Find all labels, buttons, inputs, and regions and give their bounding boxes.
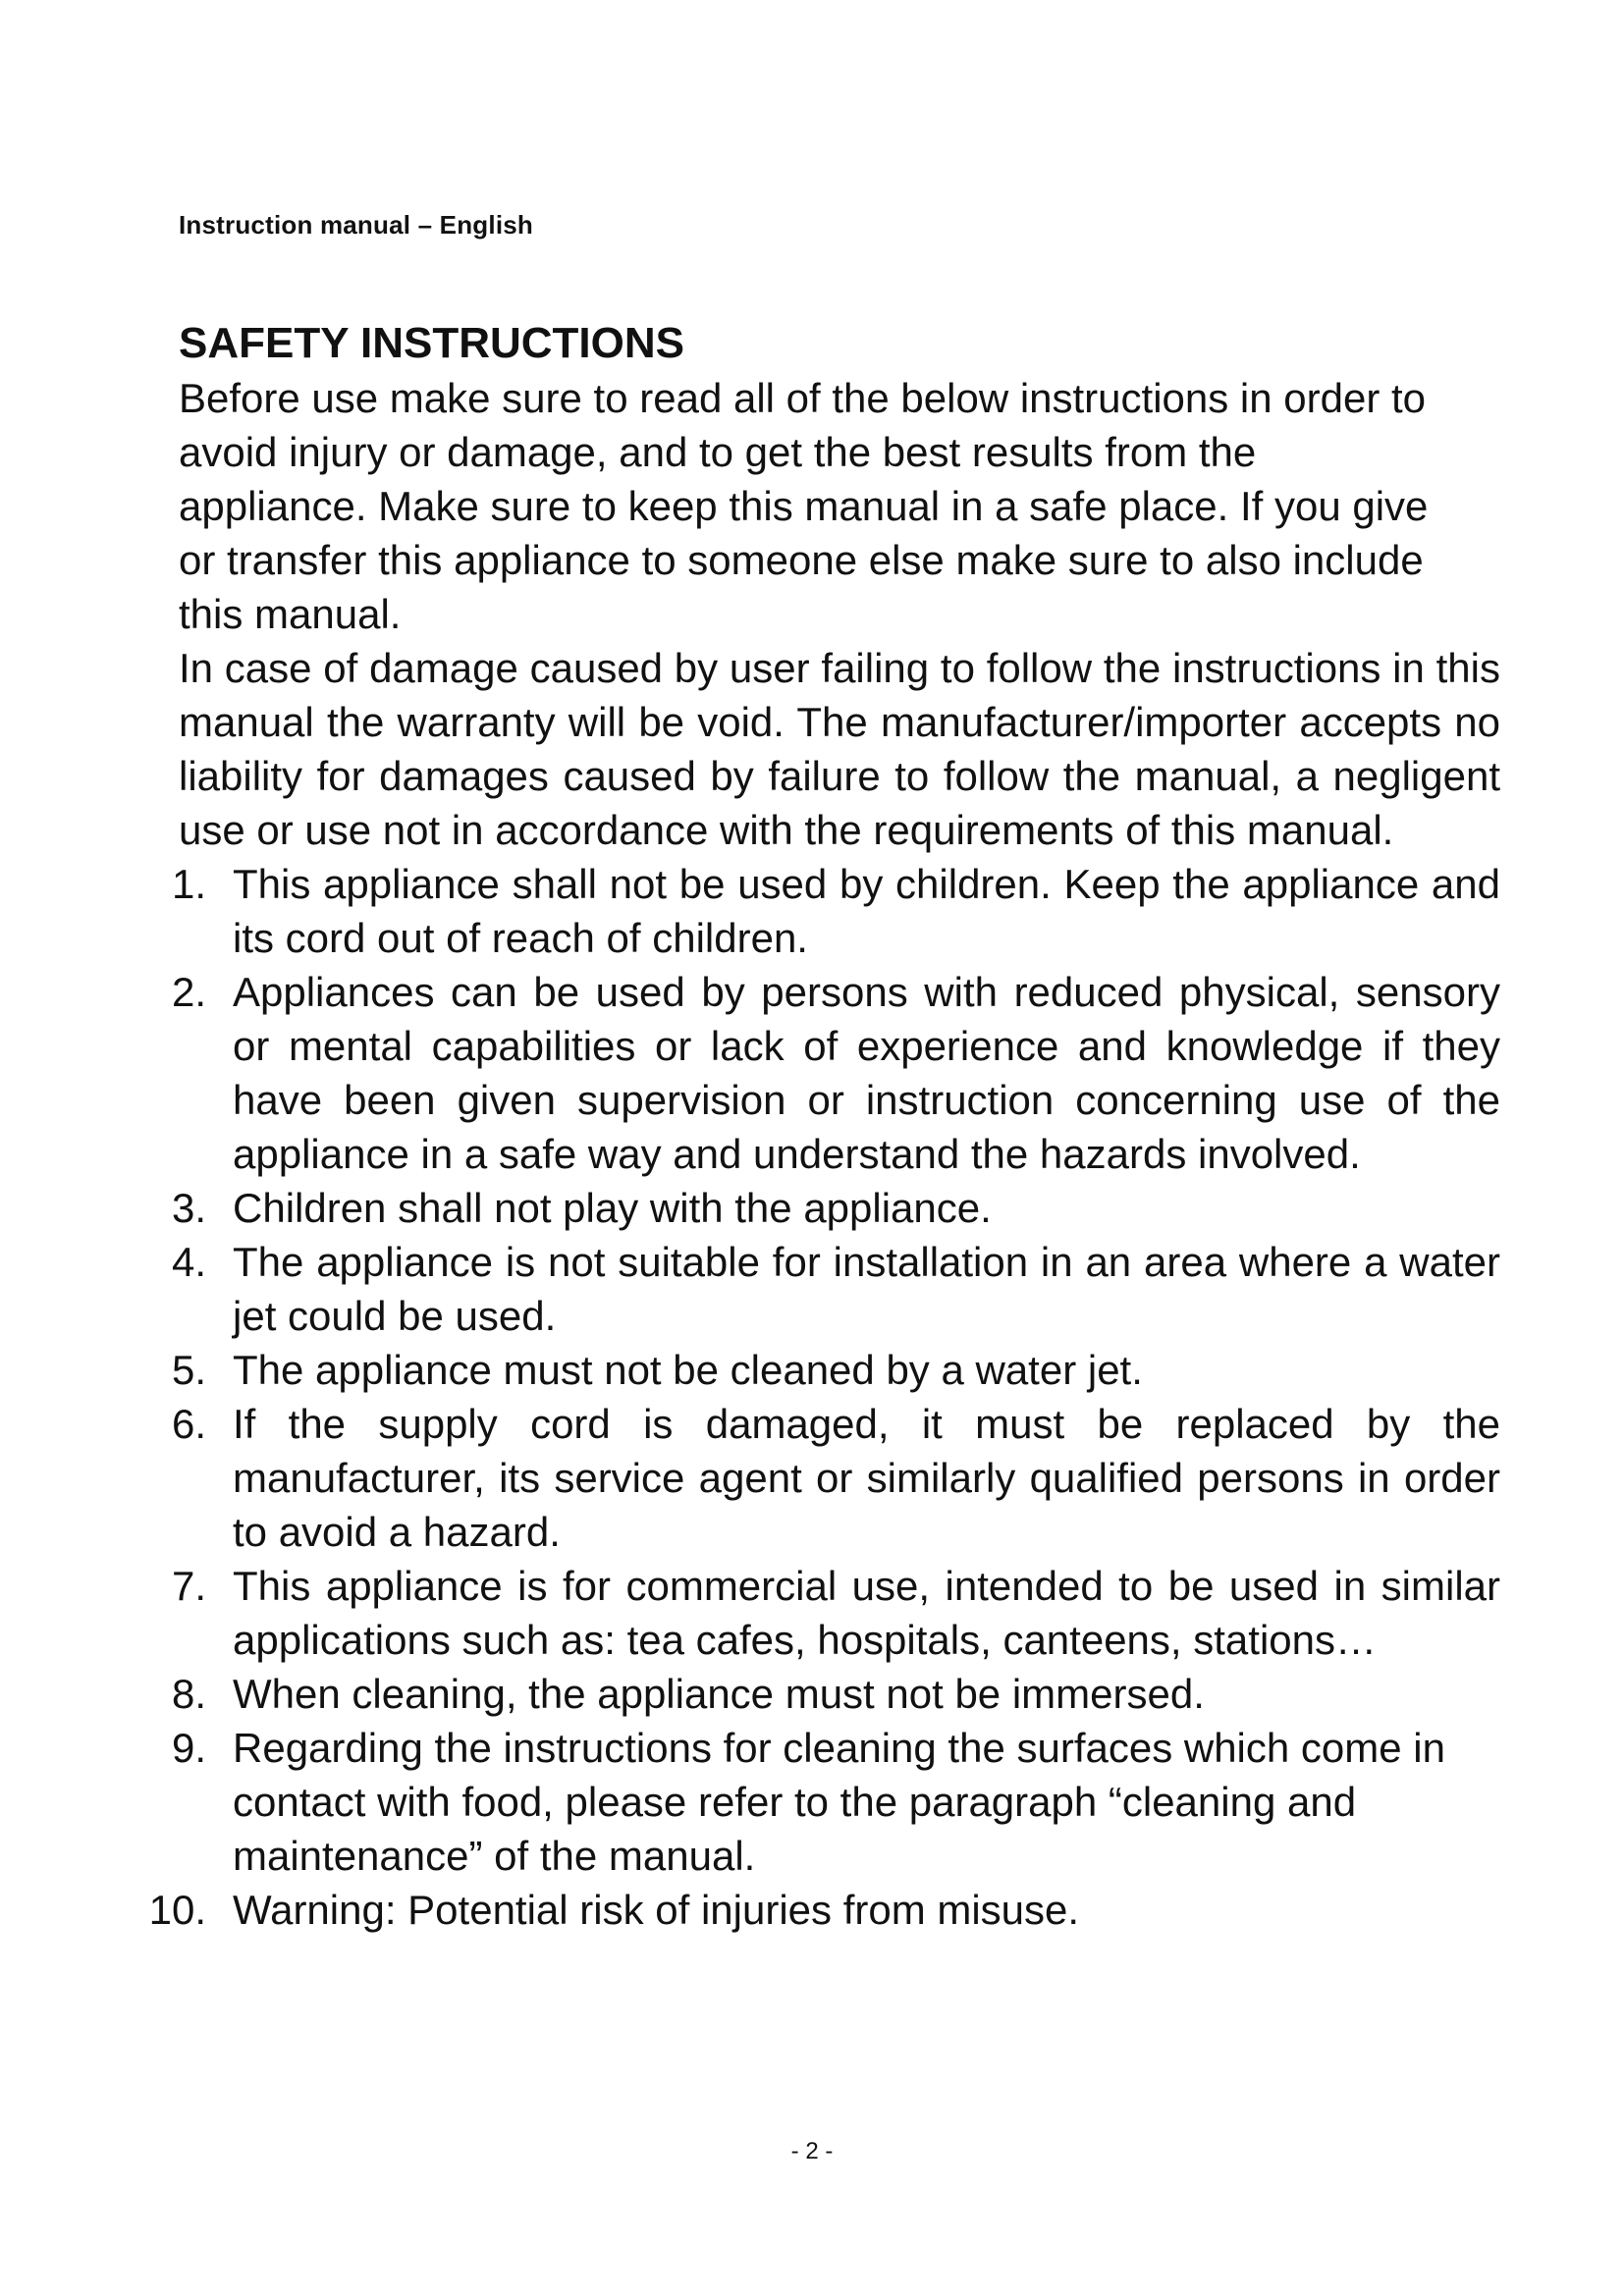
warranty-paragraph: In case of damage caused by user failing to follow the instructions in this manual the warranty will be void. The manufacturer/importer accepts no liability for damages caused by failure to follow the manual, a negligent use or use not in accordance with the requirements of this manual. bbox=[179, 645, 1500, 853]
page-number: - 2 - bbox=[790, 2138, 834, 2164]
list-item bbox=[171, 1559, 1500, 1667]
running-header: Instruction manual – English bbox=[179, 210, 533, 240]
list-item-number: 8. bbox=[171, 1671, 206, 1717]
body-content bbox=[148, 371, 1500, 1937]
list-item-text: Regarding the instructions for cleaning the surfaces which come in contact with food, please refer to the paragraph “cleaning and maintenance” of the manual. bbox=[233, 1725, 1445, 1879]
list-item-text: Appliances can be used by persons with reduced physical, sensory or mental capabilities or lack of experience and knowledge if they have been given supervision or instruction concerning use of the appliance in a safe way and understand the hazards involved. bbox=[233, 969, 1500, 1177]
list-item-number: 5. bbox=[171, 1347, 206, 1393]
list-item bbox=[171, 857, 1500, 965]
list-item-text: When cleaning, the appliance must not be immersed. bbox=[233, 1671, 1205, 1717]
list-item-text: If the supply cord is damaged, it must be replaced by the manufacturer, its service agent or similarly qualified persons in order to avoid a hazard. bbox=[233, 1401, 1500, 1555]
list-item-number: 7. bbox=[171, 1563, 206, 1609]
section-title: SAFETY INSTRUCTIONS bbox=[179, 319, 685, 367]
list-item-number: 2. bbox=[171, 969, 206, 1015]
intro-paragraph: Before use make sure to read all of the below instructions in order to avoid injury or damage, and to get the best results from the appliance. Make sure to keep this manual in a safe place. If you give or transfer this appliance to someone else make sure to also include this manual. bbox=[179, 375, 1429, 637]
list-item bbox=[171, 1667, 1500, 1721]
instructions-list bbox=[148, 857, 1500, 1937]
list-item-number: 6. bbox=[171, 1401, 206, 1447]
list-item bbox=[171, 1397, 1500, 1559]
list-item-text: This appliance shall not be used by children. Keep the appliance and its cord out of reach of children. bbox=[233, 861, 1500, 961]
list-item-number: 1. bbox=[171, 861, 206, 907]
list-item bbox=[148, 1883, 1500, 1937]
list-item bbox=[171, 1721, 1500, 1883]
list-item-text: Warning: Potential risk of injuries from misuse. bbox=[233, 1887, 1080, 1933]
list-item-number: 9. bbox=[171, 1725, 206, 1771]
list-item bbox=[171, 1181, 1500, 1235]
list-item bbox=[171, 1343, 1500, 1397]
list-item bbox=[171, 1235, 1500, 1343]
list-item-number: 4. bbox=[171, 1239, 206, 1285]
list-item-text: Children shall not play with the appliance. bbox=[233, 1185, 992, 1231]
list-item bbox=[171, 965, 1500, 1181]
list-item-number: 10. bbox=[148, 1887, 206, 1933]
list-item-text: This appliance is for commercial use, intended to be used in similar applications such as: tea cafes, hospitals, canteens, stations… bbox=[233, 1563, 1500, 1663]
list-item-number: 3. bbox=[171, 1185, 206, 1231]
list-item-text: The appliance is not suitable for installation in an area where a water jet could be used. bbox=[233, 1239, 1500, 1339]
list-item-text: The appliance must not be cleaned by a water jet. bbox=[233, 1347, 1143, 1393]
